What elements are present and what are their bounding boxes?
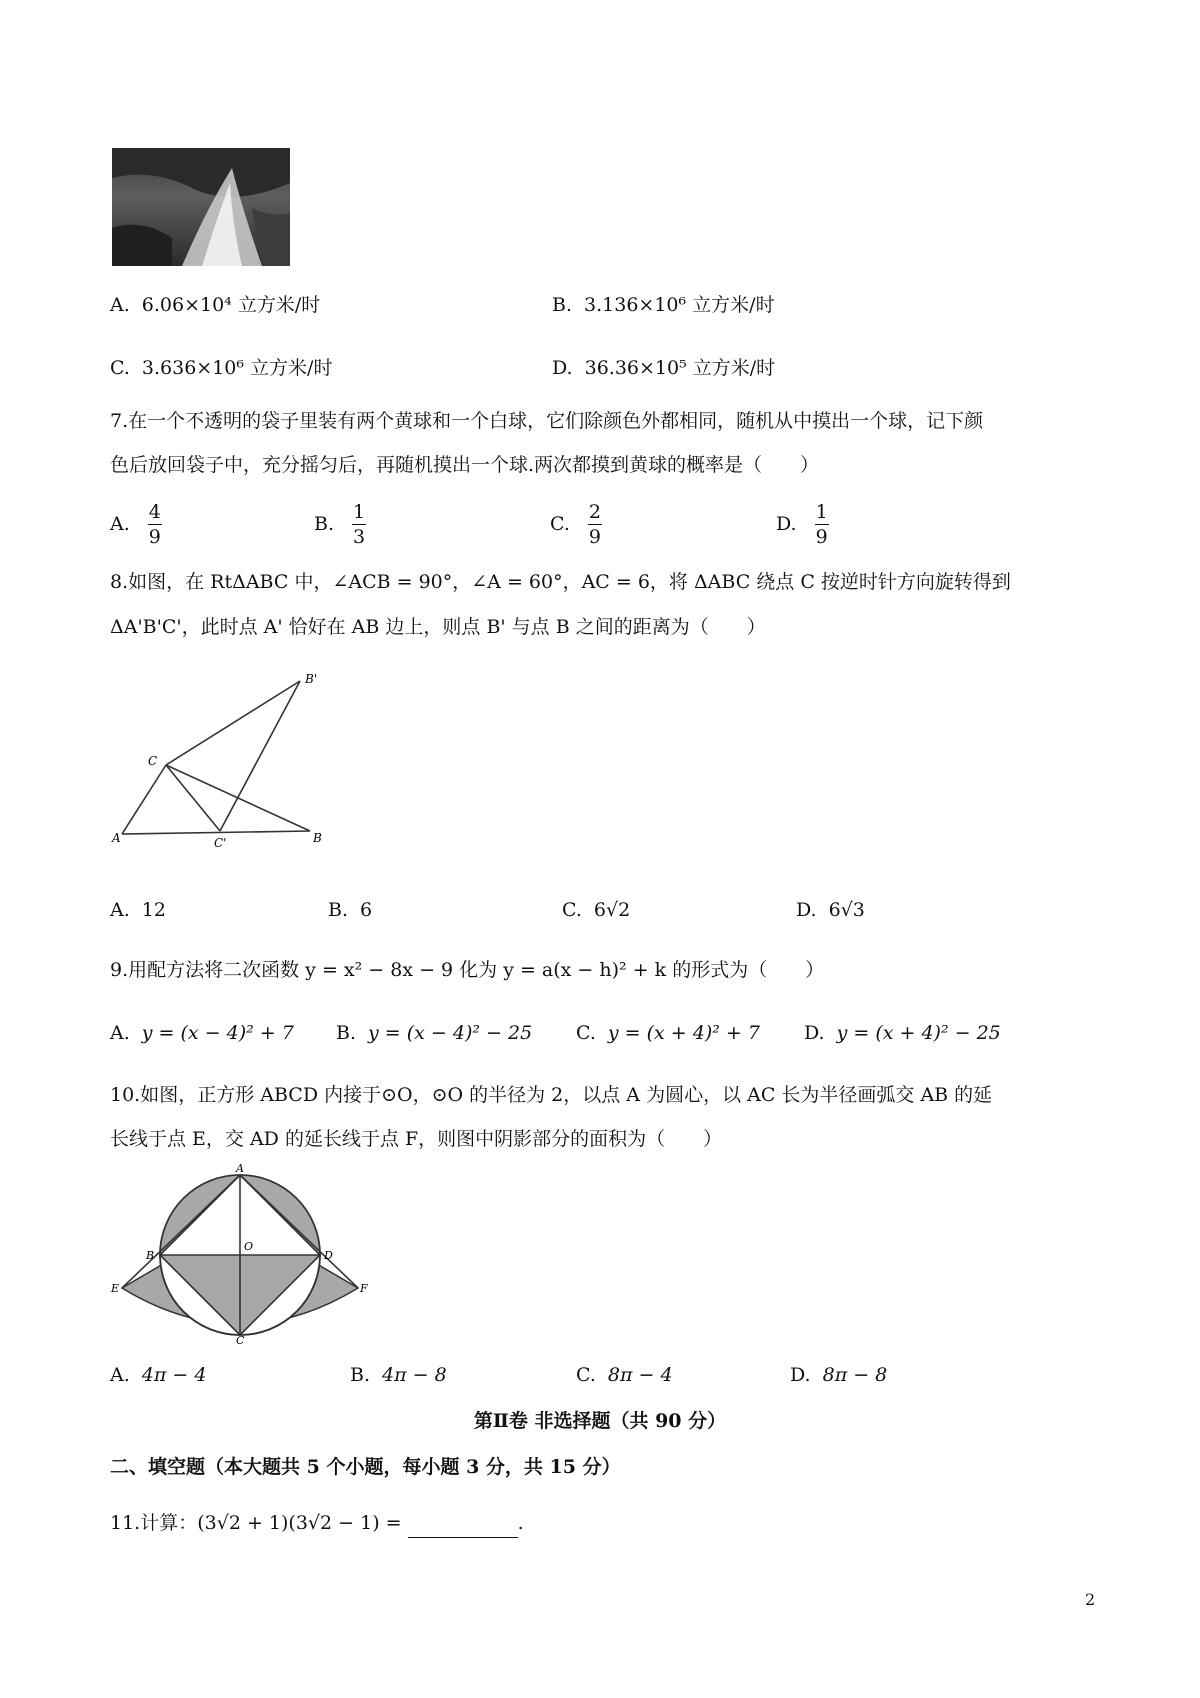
q6-option-a: A. 6.06×10⁴ 立方米/时 <box>110 294 321 316</box>
label-f: F <box>360 1282 368 1295</box>
q10-text-line2: 长线于点 E，交 AD 的延长线于点 F，则图中阴影部分的面积为（ ） <box>110 1128 723 1150</box>
q11-text: 11.计算：(3√2 + 1)(3√2 − 1) = . <box>110 1508 524 1538</box>
label-d: D <box>324 1249 333 1262</box>
q10-option-a: A. 4π − 4 <box>110 1364 207 1386</box>
q6-option-b: B. 3.136×10⁶ 立方米/时 <box>552 294 775 316</box>
q8-option-d: D. 6√3 <box>796 899 865 921</box>
q7-option-c: C. $\frac{2}{9}$ <box>550 501 601 548</box>
label-o: O <box>244 1240 254 1253</box>
q10-option-d: D. 8π − 8 <box>790 1364 888 1386</box>
section-subtitle: 二、填空题（本大题共 5 个小题，每小题 3 分，共 15 分） <box>110 1456 621 1478</box>
label-e: E <box>111 1282 120 1295</box>
fraction: $\frac{1}{9}$ <box>815 501 828 548</box>
q6-option-d: D. 36.36×10⁵ 立方米/时 <box>552 357 776 379</box>
fraction: $\frac{4}{9}$ <box>148 501 161 548</box>
q8-text-line1: 8.如图，在 RtΔABC 中，∠ACB = 90°，∠A = 60°，AC = 6，将 ΔABC 绕点 C 按逆时针方向旋转得到 <box>110 571 1011 593</box>
q7-text-line1: 7.在一个不透明的袋子里装有两个黄球和一个白球，它们除颜色外都相同，随机从中摸出一个球，记下颜 <box>110 410 984 432</box>
q9-option-c: C. y = (x + 4)² + 7 <box>576 1022 760 1044</box>
label-b: B <box>313 831 322 845</box>
q10-option-c: C. 8π − 4 <box>576 1364 673 1386</box>
section-title: 第Ⅱ卷 非选择题（共 90 分） <box>473 1410 727 1432</box>
q10-circle-figure <box>110 1160 370 1345</box>
q9-option-a: A. y = (x − 4)² + 7 <box>110 1022 294 1044</box>
q9-option-d: D. y = (x + 4)² − 25 <box>804 1022 1001 1044</box>
q7-option-a: A. $\frac{4}{9}$ <box>110 501 161 548</box>
waterfall-photo-svg <box>112 148 290 266</box>
q10-text-line1: 10.如图，正方形 ABCD 内接于⊙O，⊙O 的半径为 2，以点 A 为圆心，以 AC 长为半径画弧交 AB 的延 <box>110 1084 993 1106</box>
q8-option-b: B. 6 <box>328 899 373 921</box>
label-b: B <box>146 1249 155 1262</box>
q9-option-b: B. y = (x − 4)² − 25 <box>336 1022 533 1044</box>
q8-text-line2: ΔA'B'C'，此时点 A' 恰好在 AB 边上，则点 B' 与点 B 之间的距离为（ ） <box>110 616 766 638</box>
q7-text-line2: 色后放回袋子中，充分摇匀后，再随机摸出一个球.两次都摸到黄球的概率是（ ） <box>110 454 820 476</box>
page-number: 2 <box>1085 1590 1096 1609</box>
waterfall-photo <box>112 148 290 266</box>
label-a: A <box>236 1162 244 1175</box>
q10-option-b: B. 4π − 8 <box>350 1364 447 1386</box>
fraction: $\frac{2}{9}$ <box>588 501 601 548</box>
q11-answer-blank <box>408 1517 518 1538</box>
label-c: C <box>236 1334 245 1345</box>
q7-option-b: B. $\frac{1}{3}$ <box>314 501 366 548</box>
label-c-prime: C' <box>214 836 227 850</box>
fraction: $\frac{1}{3}$ <box>352 501 366 548</box>
q8-option-c: C. 6√2 <box>562 899 631 921</box>
q8-triangle-figure <box>110 665 350 855</box>
q8-option-a: A. 12 <box>110 899 166 921</box>
label-c: C <box>148 754 158 768</box>
label-a: A <box>112 831 121 845</box>
q6-option-c: C. 3.636×10⁶ 立方米/时 <box>110 357 333 379</box>
label-b-prime: B' <box>305 672 318 686</box>
q7-option-d: D. $\frac{1}{9}$ <box>776 501 828 548</box>
q9-text-line1: 9.用配方法将二次函数 y = x² − 8x − 9 化为 y = a(x − h)² + k 的形式为（ ） <box>110 959 825 981</box>
